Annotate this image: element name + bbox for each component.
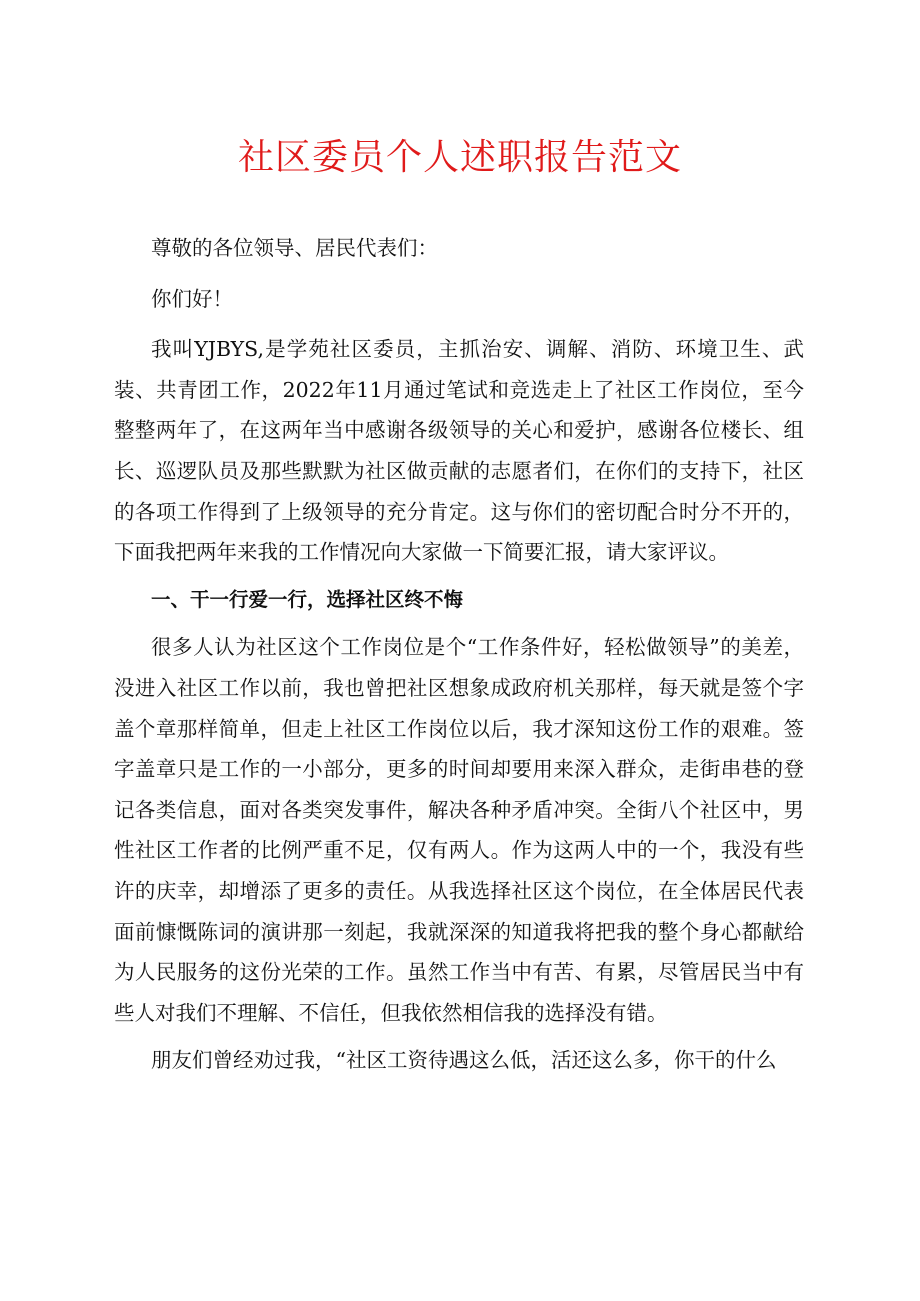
salutation: 尊敬的各位领导、居民代表们： <box>151 236 438 260</box>
paragraph-friends: 朋友们曾经劝过我，“社区工资待遇这么低，活还这么多，你干的什么 <box>151 1048 777 1073</box>
greeting-line: 你们好！ <box>151 286 233 311</box>
section-heading: 一、干一行爱一行，选择社区终不悔 <box>151 587 464 611</box>
document-title: 社区委员个人述职报告范文 <box>237 137 682 178</box>
paragraph-section-one: 很多人认为社区这个工作岗位是个“工作条件好，轻松做领导”的美差，没进入社区工作以前，我也曾把社区想象成政府机关那样，每天就是签个字盖个章那样简单，但走上社区工作岗位以后，我才深知这份工作的艰难。签字盖章只是工作的一小部分，更多的时间却要用来深入群众，走街串巷的登记各类信息，面对各类突发事件，解决各种矛盾冲突。全街八个社区中，男性社区工作者的比例严重不足，仅有两人。作为这两人中的一个，我没有些许的庆幸，却增添了更多的责任。从我选择社区这个岗位，在全体居民代表面前慷慨陈词的演讲那一刻起，我就深深的知道我将把我的整个身心都献给为人民服务的这份光荣的工作。虽然工作当中有苦、有累，尽管居民当中有些人对我们不理解、不信任，但我依然相信我的选择没有错。 <box>114 635 804 1025</box>
paragraph-intro: 我叫YJBYS,是学苑社区委员，主抓治安、调解、消防、环境卫生、武装、共青团工作，2022年11月通过笔试和竞选走上了社区工作岗位，至今整整两年了，在这两年当中感谢各级领导的关心和爱护，感谢各位楼长、组长、巡逻队员及那些默默为社区做贡献的志愿者们，在你们的支持下，社区的各项工作得到了上级领导的充分肯定。这与你们的密切配合时分不开的，下面我把两年来我的工作情况向大家做一下简要汇报，请大家评议。 <box>114 337 804 565</box>
document-body <box>114 228 804 1088</box>
